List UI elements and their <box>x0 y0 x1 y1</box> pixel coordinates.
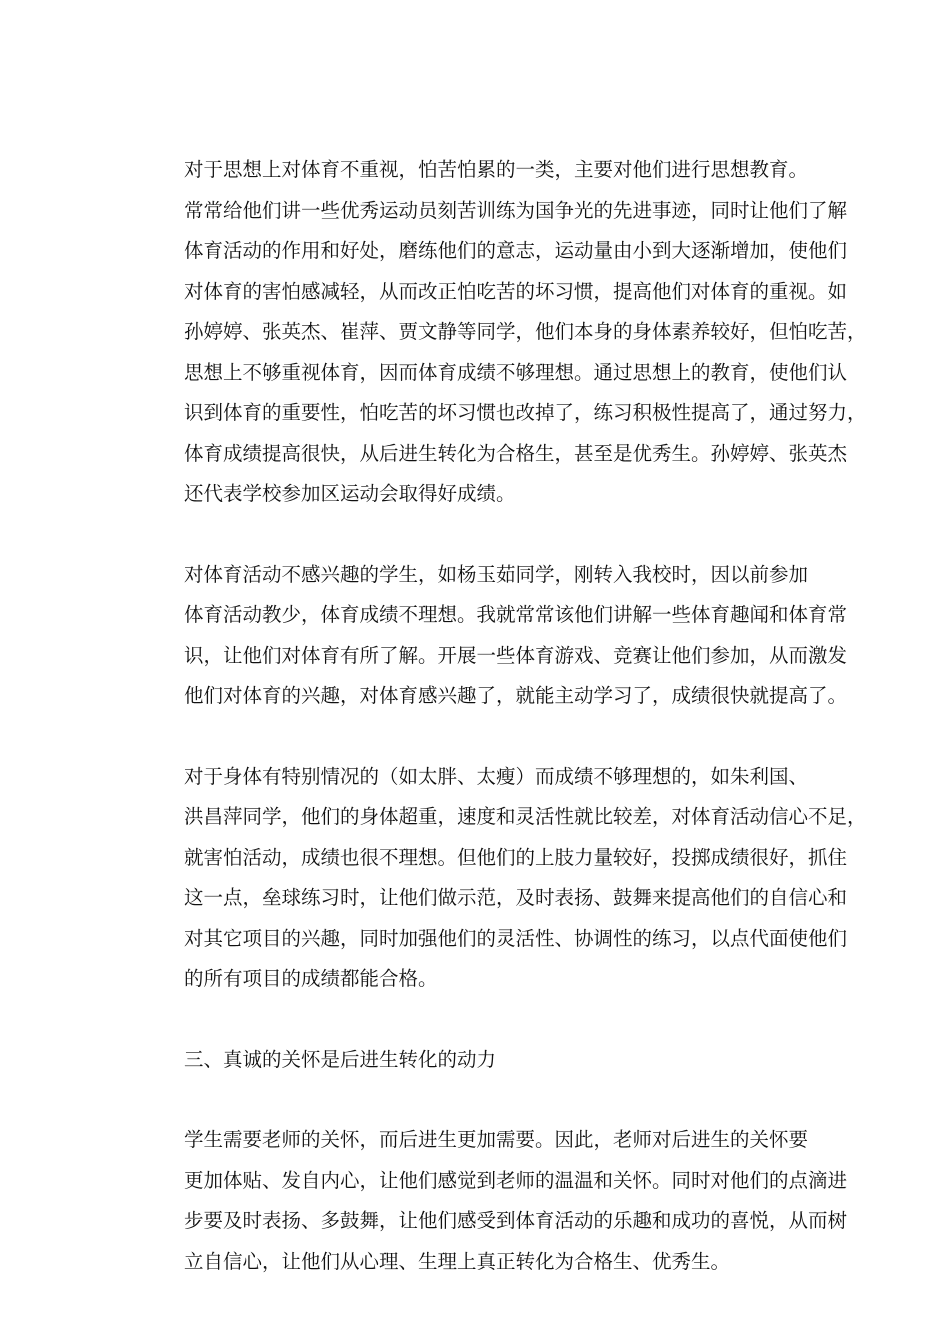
text-line: 洪昌萍同学，他们的身体超重，速度和灵活性就比较差，对体育活动信心不足， <box>184 805 867 828</box>
text-line: 体育成绩提高很快，从后进生转化为合格生，甚至是优秀生。孙婷婷、张英杰 <box>184 441 848 465</box>
text-line: 步要及时表扬、多鼓舞，让他们感受到体育活动的乐趣和成功的喜悦，从而树 <box>184 1209 848 1232</box>
text-line: 常常给他们讲一些优秀运动员刻苦训练为国争光的先进事迹，同时让他们了解 <box>184 198 848 222</box>
text-line: 他们对体育的兴趣，对体育感兴趣了，就能主动学习了，成绩很快就提高了。 <box>184 684 848 707</box>
text-line: 这一点，垒球练习时，让他们做示范，及时表扬、鼓舞来提高他们的自信心和 <box>184 886 848 909</box>
text-line: 对体育的害怕感减轻，从而改正怕吃苦的坏习惯，提高他们对体育的重视。如 <box>184 279 848 303</box>
text-line: 识到体育的重要性，怕吃苦的坏习惯也改掉了，练习积极性提高了，通过努力， <box>184 401 867 424</box>
document-body <box>145 150 867 1322</box>
text-line: 体育活动的作用和好处，磨练他们的意志，运动量由小到大逐渐增加，使他们 <box>184 239 848 262</box>
paragraph-ideological-education <box>145 150 867 515</box>
heading-text: 三、真诚的关怀是后进生转化的动力 <box>184 1047 497 1071</box>
paragraph-physical-condition <box>145 757 867 1000</box>
text-line: 还代表学校参加区运动会取得好成绩。 <box>184 482 516 505</box>
text-line: 立自信心，让他们从心理、生理上真正转化为合格生、优秀生。 <box>184 1249 731 1273</box>
text-line: 对于思想上对体育不重视，怕苦怕累的一类，主要对他们进行思想教育。 <box>184 158 809 181</box>
text-line: 对于身体有特别情况的（如太胖、太瘦）而成绩不够理想的，如朱利国、 <box>184 764 809 788</box>
text-line: 思想上不够重视体育，因而体育成绩不够理想。通过思想上的教育，使他们认 <box>184 360 848 384</box>
text-line: 对体育活动不感兴趣的学生，如杨玉茹同学，刚转入我校时，因以前参加 <box>184 562 809 586</box>
section-heading <box>145 1040 810 1081</box>
paragraph-care <box>145 1120 848 1282</box>
text-line: 更加体贴、发自内心，让他们感觉到老师的温温和关怀。同时对他们的点滴进 <box>184 1168 848 1192</box>
text-line: 孙婷婷、张英杰、崔萍、贾文静等同学，他们本身的身体素养较好，但怕吃苦， <box>184 320 867 343</box>
text-line: 对其它项目的兴趣，同时加强他们的灵活性、协调性的练习，以点代面使他们 <box>184 926 848 950</box>
text-line: 就害怕活动，成绩也很不理想。但他们的上肢力量较好，投掷成绩很好，抓住 <box>184 845 848 869</box>
text-line: 的所有项目的成绩都能合格。 <box>184 967 438 990</box>
text-line: 学生需要老师的关怀，而后进生更加需要。因此，老师对后进生的关怀要 <box>184 1128 809 1151</box>
paragraph-interest <box>145 555 848 717</box>
text-line: 识，让他们对体育有所了解。开展一些体育游戏、竞赛让他们参加，从而激发 <box>184 643 848 667</box>
text-line: 体育活动教少，体育成绩不理想。我就常常该他们讲解一些体育趣闻和体育常 <box>184 603 848 626</box>
